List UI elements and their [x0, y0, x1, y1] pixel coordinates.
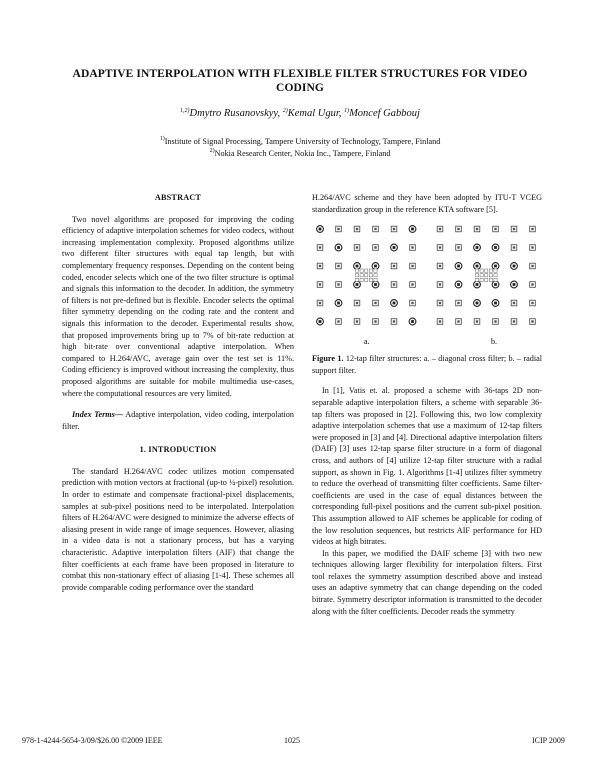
pixel-dot [476, 246, 479, 249]
pixel-dot [356, 320, 358, 322]
author-2-affiliation: 2) [282, 108, 288, 114]
title-line-1: ADAPTIVE INTERPOLATION WITH FLEXIBLE FILTER STRUCTURES FOR VIDEO [72, 68, 528, 80]
subpixel-square [485, 274, 488, 277]
pixel-dot [531, 246, 533, 248]
pixel-dot [393, 228, 395, 230]
diagonal-cross-filter-grid [317, 226, 416, 325]
pixel-dot [411, 246, 413, 248]
subpixel-square [489, 269, 492, 272]
right-column [312, 192, 542, 617]
intro-heading: 1. INTRODUCTION [139, 445, 217, 455]
pixel-dot [439, 228, 441, 230]
figure-caption-label: Figure 1. [312, 354, 344, 364]
pixel-dot [531, 320, 533, 322]
pixel-dot [374, 302, 376, 304]
pixel-dot [374, 265, 377, 268]
pixel-dot [513, 246, 515, 248]
pixel-dot [393, 302, 396, 305]
pixel-dot [439, 302, 441, 304]
author-1: Dmytro Rusanovskyy, [189, 108, 281, 119]
pixel-dot [411, 302, 413, 304]
index-terms-text: Adaptive interpolation, video coding, interpolation filter. [62, 410, 294, 431]
pixel-dot [374, 283, 377, 286]
affiliation-1-text: Institute of Signal Processing, Tampere University of Technology, Tampere, Finland [164, 137, 441, 146]
pixel-dot [337, 320, 339, 322]
pixel-dot [457, 228, 459, 230]
abstract-text: Two novel algorithms are proposed for improving the coding efficiency of adaptive interpolation schemes for video codecs, without increasing implementation complexity. Proposed algorithms utilize two different filter structures with equal tap length, but with complementary frequency responses. Depending on the content being coded, encoder selects which one of the two filter structure is optimal and signals this information to the decoder. In addition, the symmetry of filters is not pre-defined but is flexible. Encoder selects the optimal filter symmetry depending on the coding rate and the content and signals this information to the decoder. Experimental results show, that proposed improvements bring up to 7% of bit-rate reduction at high bit-rate over conventional adaptive interpolation. When compared to H.264/AVC, average gain over the test set is 11%. Coding efficiency is improved without increasing the complexity, thus proposed algorithms are suitable for mobile multimedia use-cases, where the computational resources are very limited. [62, 214, 294, 398]
pixel-dot [356, 228, 358, 230]
affiliation-1-mark: 1) [159, 136, 165, 142]
pixel-dot [439, 320, 441, 322]
pixel-dot [439, 246, 441, 248]
pixel-dot [513, 320, 515, 322]
subpixel-square [480, 274, 483, 277]
pixel-dot [476, 302, 479, 305]
author-3-affiliation: 1) [344, 108, 350, 114]
subpixel-square [369, 278, 372, 281]
pixel-dot [356, 302, 358, 304]
subpixel-square [374, 269, 377, 272]
footer-isbn: 978-1-4244-5654-3/09/$26.00 ©2009 IEEE [22, 736, 163, 745]
pixel-dot [374, 320, 376, 322]
subpixel-square [369, 269, 372, 272]
subpixel-square [475, 278, 478, 281]
pixel-dot [319, 302, 321, 304]
pixel-dot [319, 228, 322, 231]
pixel-dot [319, 283, 321, 285]
left-column [62, 192, 294, 593]
pixel-dot [411, 228, 414, 231]
pixel-dot [457, 302, 459, 304]
author-list [60, 108, 540, 119]
subpixel-square [374, 274, 377, 277]
subpixel-square [494, 269, 497, 272]
pixel-dot [494, 265, 497, 268]
author-2: Kemal Ugur, [287, 108, 342, 119]
pixel-dot [531, 283, 533, 285]
intro-continued: H.264/AVC scheme and they have been adopted by ITU-T VCEG standardization group in the reference KTA software [5]. [312, 193, 542, 214]
subpixel-square [475, 274, 478, 277]
intro-text: The standard H.264/AVC codec utilizes motion compensated prediction with motion vectors at fractional (up-to ¼-pixel) resolution. In order to estimate and compensate fractional-pixel displacements, samples at sub-pixel positions need to be interpolated. Interpolation filters of H.264/AVC were designed to minimize the adverse effects of aliasing present in wide range of image sequences. However, aliasing in a video data is not a stationary process, but has a varying characteristic. Adaptive interpolation filters (AIF) that change the filter coefficients at each frame have been proposed in literature to combat this non-stationary effect of aliasing [1-4]. These schemes all provide comparable coding performance over the standard [62, 466, 294, 592]
subpixel-square [355, 278, 358, 281]
pixel-dot [356, 265, 359, 268]
pixel-dot [411, 320, 414, 323]
subpixel-square [355, 274, 358, 277]
pixel-dot [337, 246, 340, 249]
footer-conference: ICIP 2009 [532, 736, 565, 745]
pixel-dot [457, 283, 460, 286]
subpixel-square [365, 278, 368, 281]
subpixel-square [355, 269, 358, 272]
pixel-dot [494, 302, 497, 305]
affiliation-2 [60, 148, 540, 159]
pixel-dot [374, 228, 376, 230]
pixel-dot [439, 283, 441, 285]
figure-label-b: b. [491, 337, 497, 347]
index-terms [62, 409, 294, 432]
pixel-dot [319, 246, 321, 248]
subpixel-square [485, 278, 488, 281]
pixel-dot [531, 228, 533, 230]
figure-label-a: a. [364, 337, 370, 347]
author-1-affiliation: 1,2) [180, 108, 190, 114]
pixel-dot [476, 320, 478, 322]
pixel-dot [513, 265, 516, 268]
pixel-dot [356, 246, 358, 248]
pixel-dot [337, 302, 340, 305]
subpixel-square [485, 269, 488, 272]
subpixel-square [489, 274, 492, 277]
pixel-dot [393, 283, 395, 285]
pixel-dot [393, 320, 395, 322]
pixel-dot [531, 265, 533, 267]
pixel-dot [494, 246, 497, 249]
subpixel-square [480, 278, 483, 281]
pixel-dot [374, 246, 376, 248]
title-line-2: CODING [276, 82, 324, 94]
pixel-dot [513, 302, 515, 304]
pixel-dot [494, 228, 496, 230]
subpixel-square [489, 278, 492, 281]
pixel-dot [476, 265, 479, 268]
pixel-dot [337, 228, 339, 230]
subpixel-square [480, 269, 483, 272]
subpixel-square [369, 274, 372, 277]
subpixel-square [365, 269, 368, 272]
pixel-dot [457, 265, 460, 268]
pixel-dot [494, 283, 497, 286]
subpixel-square [494, 278, 497, 281]
subpixel-square [494, 274, 497, 277]
pixel-dot [356, 283, 359, 286]
subpixel-square [360, 269, 363, 272]
subpixel-square [365, 274, 368, 277]
pixel-dot [439, 265, 441, 267]
pixel-dot [337, 283, 339, 285]
pixel-dot [457, 246, 459, 248]
pixel-dot [476, 228, 478, 230]
radial-support-filter-grid [437, 226, 535, 324]
affiliation-1 [60, 136, 540, 147]
body-paragraph-2: In this paper, we modified the DAIF scheme [3] with two new techniques allowing larger flexibility for interpolation filters. First tool relaxes the symmetry assumption described above and instead uses an adaptive symmetry that can change depending on the coded bitrate. Symmetry descriptor information is transmitted to the decoder along with the filter coefficients. Decoder reads the symmetry [312, 548, 542, 616]
affiliation-2-text: Nokia Research Center, Nokia Inc., Tampere, Finland [214, 149, 391, 158]
subpixel-square [360, 278, 363, 281]
index-terms-label: Index Terms— [72, 410, 124, 420]
paper-title [60, 67, 540, 95]
pixel-dot [411, 283, 413, 285]
pixel-dot [531, 302, 533, 304]
figure-caption [312, 353, 542, 376]
affiliation-2-mark: 2) [209, 148, 215, 154]
pixel-dot [319, 320, 322, 323]
abstract-heading: ABSTRACT [154, 193, 202, 202]
pixel-dot [457, 320, 459, 322]
pixel-dot [513, 228, 515, 230]
subpixel-square [475, 269, 478, 272]
pixel-dot [476, 283, 479, 286]
pixel-dot [337, 265, 339, 267]
pixel-dot [494, 320, 496, 322]
subpixel-square [374, 278, 377, 281]
pixel-dot [393, 246, 396, 249]
body-paragraph-1: In [1], Vatis et. al. proposed a scheme with 36-taps 2D non-separable adaptive interpolation filters, a scheme with separable 36-tap filters was proposed in [2]. Following this, two low complexity adaptive interpolation schemes that use a maximum of 12-tap filters were proposed in [3] and [4]. Directional adaptive interpolation filters (DAIF) [3] uses 12-tap sparse filter structure in a form of diagonal cross, and authors of [4] utilize 12-tap filter structure with a radial support, as shown in Fig. 1. Algorithms [1-4] utilizes filter symmetry to reduce the overhead of transmitting filter coefficients. Same filter-coefficients are used in the case of equal distances between the corresponding full-pixel positions and the current sub-pixel position. This assumption allowed to AIF schemes be applicable for coding of the low resolution sequences, but restricts AIF performance for HD videos at high bitrates. [312, 386, 542, 547]
author-3: Moncef Gabbouj [349, 108, 420, 119]
footer-page-number: 1025 [284, 736, 300, 745]
pixel-dot [393, 265, 395, 267]
pixel-dot [513, 283, 516, 286]
figure-caption-text: 12-tap filter structures: a. – diagonal cross filter; b. – radial support filter. [312, 354, 542, 375]
subpixel-square [360, 274, 363, 277]
pixel-dot [411, 265, 413, 267]
pixel-dot [319, 265, 321, 267]
figure-1 [312, 221, 542, 349]
